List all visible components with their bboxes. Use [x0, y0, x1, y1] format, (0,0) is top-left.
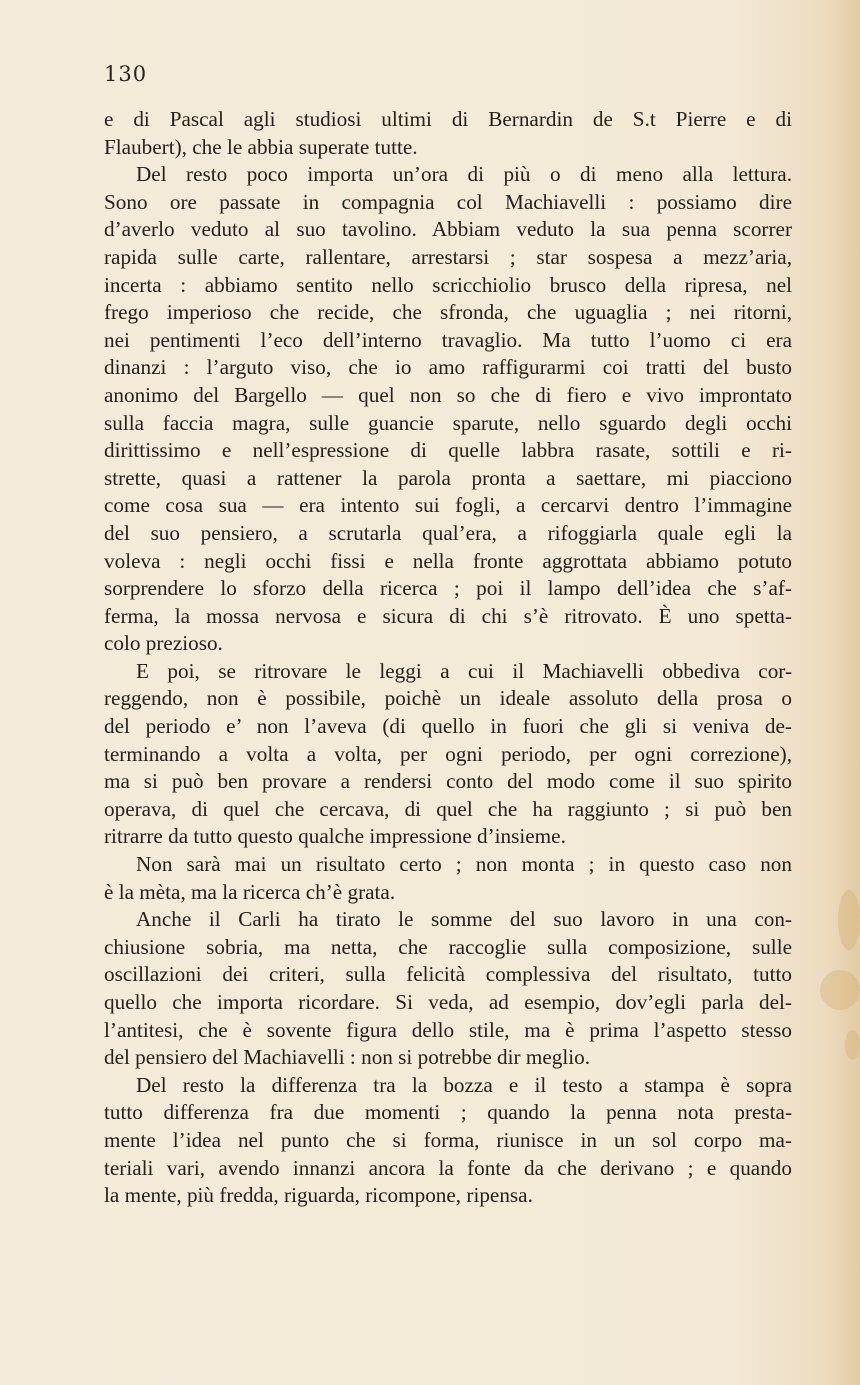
text-line: E poi, se ritrovare le leggi a cui il Machiavelli obbediva cor- — [136, 658, 792, 683]
text-line: ritrarre da tutto questo qualche impressione d’insieme. — [104, 824, 566, 849]
text-line: Non sarà mai un risultato certo ; non monta ; in questo caso non — [136, 852, 792, 877]
text-line: colo prezioso. — [104, 631, 223, 656]
text-line: mente l’idea nel punto che si forma, riunisce in un sol corpo ma- — [104, 1127, 792, 1152]
paper-stain — [838, 890, 860, 950]
text-line: operava, di quel che cercava, di quel che ha raggiunto ; si può ben — [104, 796, 792, 821]
text-line: anonimo del Bargello — quel non so che di fiero e vivo improntato — [104, 382, 792, 407]
text-line: frego imperioso che recide, che sfronda, che uguaglia ; nei ritorni, — [104, 300, 792, 325]
text-line: Sono ore passate in compagnia col Machiavelli : possiamo dire — [104, 189, 792, 214]
paper-stain — [820, 970, 860, 1010]
text-line: d’averlo veduto al suo tavolino. Abbiam veduto la sua penna scorrer — [104, 217, 792, 242]
text-line: terminando a volta a volta, per ogni periodo, per ogni correzione), — [104, 741, 792, 766]
text-line: è la mèta, ma la ricerca ch’è grata. — [104, 879, 396, 904]
text-line: l’antitesi, che è sovente figura dello stile, ma è prima l’aspetto stesso — [104, 1017, 792, 1042]
text-line: del periodo e’ non l’aveva (di quello in fuori che gli si veniva de- — [104, 714, 792, 739]
text-line: del suo pensiero, a scrutarla qual’era, a rifoggiarla quale egli la — [104, 520, 792, 545]
text-line: la mente, più fredda, riguarda, ricompone, ripensa. — [104, 1183, 533, 1208]
paper-stain — [845, 1030, 860, 1060]
text-line: Anche il Carli ha tirato le somme del suo lavoro in una con- — [136, 907, 792, 932]
page-number: 130 — [104, 62, 148, 86]
text-line: strette, quasi a rattener la parola pronta a saettare, mi piacciono — [104, 465, 792, 490]
text-line: Del resto poco importa un’ora di più o di meno alla lettura. — [136, 162, 792, 187]
text-line: del pensiero del Machiavelli : non si potrebbe dir meglio. — [104, 1045, 591, 1070]
text-line: oscillazioni dei criteri, sulla felicità complessiva del risultato, tutto — [104, 962, 792, 987]
text-line: dinanzi : l’arguto viso, che io amo raffigurarmi coi tratti del busto — [104, 355, 792, 380]
text-line: chiusione sobria, ma netta, che raccoglie sulla composizione, sulle — [104, 934, 792, 959]
text-line: sulla faccia magra, sulle guancie sparute, nello sguardo degli occhi — [104, 410, 792, 435]
text-line: reggendo, non è possibile, poichè un ideale assoluto della prosa o — [104, 686, 792, 711]
text-line: tutto differenza fra due momenti ; quando la penna nota presta- — [104, 1100, 792, 1125]
text-line: ma si può ben provare a rendersi conto del modo come il suo spirito — [104, 769, 792, 794]
text-line: Flaubert), che le abbia superate tutte. — [104, 134, 418, 159]
text-line: e di Pascal agli studiosi ultimi di Bernardin de S.t Pierre e di — [104, 107, 792, 131]
text-line: nei pentimenti l’eco dell’interno travaglio. Ma tutto l’uomo ci era — [104, 327, 792, 352]
body-text — [104, 106, 792, 1210]
text-line: rapida sulle carte, rallentare, arrestarsi ; star sospesa a mezz’aria, — [104, 244, 792, 269]
text-line: incerta : abbiamo sentito nello scricchiolio brusco della ripresa, nel — [104, 272, 792, 297]
text-line: sorprendere lo sforzo della ricerca ; poi il lampo dell’idea che s’af- — [104, 576, 792, 601]
text-line: quello che importa ricordare. Si veda, ad esempio, dov’egli parla del- — [104, 990, 792, 1014]
text-line: Del resto la differenza tra la bozza e il testo a stampa è sopra — [136, 1072, 792, 1097]
text-line: come cosa sua — era intento sui fogli, a cercarvi dentro l’immagine — [104, 493, 792, 518]
text-line: dirittissimo e nell’espressione di quelle labbra rasate, sottili e ri- — [104, 438, 792, 463]
text-line: voleva : negli occhi fissi e nella fronte aggrottata abbiamo potuto — [104, 548, 792, 573]
text-line: ferma, la mossa nervosa e sicura di chi s’è ritrovato. È uno spetta- — [104, 603, 792, 628]
text-line: teriali vari, avendo innanzi ancora la fonte da che derivano ; e quando — [104, 1155, 792, 1180]
